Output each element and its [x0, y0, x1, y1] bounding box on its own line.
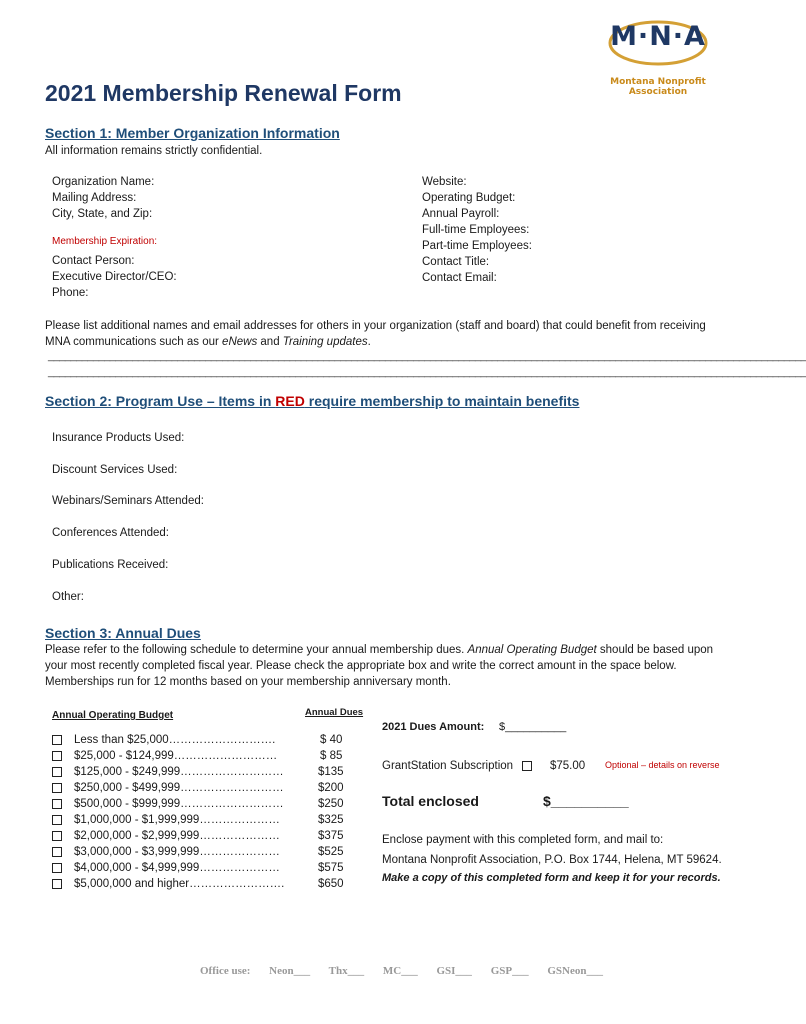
- logo-letters: M·N·A: [610, 21, 706, 52]
- col-budget-header: Annual Operating Budget: [52, 710, 174, 721]
- confidential-note: All information remains strictly confidential.: [45, 145, 263, 157]
- other-label: Other:: [52, 591, 84, 603]
- dues-row: [52, 860, 362, 876]
- dues-amount: $200: [318, 782, 344, 794]
- grantstation-price: $75.00: [550, 760, 586, 772]
- dues-amount: $525: [318, 846, 344, 858]
- blank-line-1[interactable]: _______________________________________________________________________________________________________________________________________: [48, 350, 806, 362]
- office-use-label: Office use:: [200, 965, 251, 977]
- dues-amount: $650: [318, 878, 344, 890]
- office-mc-field: MC___: [382, 965, 418, 977]
- dues-amount-field[interactable]: $__________: [499, 721, 567, 733]
- operating-budget-label: Operating Budget:: [422, 192, 516, 204]
- dues-row: [52, 812, 362, 828]
- dues-amount: $375: [318, 830, 344, 842]
- mailing-address-text: Montana Nonprofit Association, P.O. Box 1744, Helena, MT 59624.: [382, 854, 722, 866]
- para1-italic: Annual Operating Budget: [467, 644, 597, 656]
- section1-heading: Section 1: Member Organization Information: [45, 125, 340, 141]
- checkbox[interactable]: [52, 735, 62, 745]
- budget-range: $5,000,000 and higher…………………….: [74, 878, 285, 890]
- annual-payroll-label: Annual Payroll:: [422, 208, 500, 220]
- office-gsi-field: GSI___: [436, 965, 472, 977]
- section3-instructions: [45, 642, 745, 690]
- dues-row: [52, 876, 362, 892]
- section3-para1: [45, 642, 745, 658]
- section2-heading-b: require membership to maintain benefits: [304, 393, 580, 409]
- additional-text-a: MNA communications such as our: [45, 336, 223, 348]
- section3-para3: Memberships run for 12 months based on your membership anniversary month.: [45, 676, 451, 688]
- dues-amount: $ 85: [320, 750, 343, 762]
- copy-note: Make a copy of this completed form and keep it for your records.: [382, 872, 721, 884]
- budget-range: $250,000 - $499,999………………………: [74, 782, 284, 794]
- office-neon-field: Neon___: [269, 965, 311, 977]
- section2-heading-red: RED: [275, 393, 305, 409]
- checkbox[interactable]: [52, 799, 62, 809]
- checkbox[interactable]: [52, 831, 62, 841]
- dues-row: [52, 732, 362, 748]
- checkbox[interactable]: [52, 879, 62, 889]
- logo-name: Montana Nonprofit Association: [610, 77, 706, 97]
- budget-range: $2,000,000 - $2,999,999…………………: [74, 830, 280, 842]
- additional-text-line2: [45, 334, 735, 350]
- additional-text-line1: Please list additional names and email addresses for others in your organization (staff and board) that could benefit from receiving: [45, 320, 706, 332]
- office-gsp-field: GSP___: [490, 965, 529, 977]
- fulltime-employees-label: Full-time Employees:: [422, 224, 530, 236]
- discount-services-label: Discount Services Used:: [52, 464, 178, 476]
- total-enclosed-field[interactable]: $__________: [543, 793, 629, 809]
- checkbox[interactable]: [52, 783, 62, 793]
- and-text: and: [257, 336, 283, 348]
- section1-left-fields: [52, 174, 154, 222]
- dues-amount: $325: [318, 814, 344, 826]
- budget-range: $25,000 - $124,999………………………: [74, 750, 278, 762]
- budget-range: $125,000 - $249,999………………………: [74, 766, 284, 778]
- publications-label: Publications Received:: [52, 559, 169, 571]
- dues-row: [52, 828, 362, 844]
- section3-heading: Section 3: Annual Dues: [45, 625, 201, 641]
- insurance-products-label: Insurance Products Used:: [52, 432, 185, 444]
- para1-a: Please refer to the following schedule to determine your annual membership dues.: [45, 644, 468, 656]
- dues-amount: $ 40: [320, 734, 343, 746]
- dues-row: [52, 764, 362, 780]
- period-text: .: [367, 336, 371, 348]
- checkbox[interactable]: [52, 767, 62, 777]
- executive-director-label: Executive Director/CEO:: [52, 271, 177, 283]
- col-dues-header: Annual Dues: [305, 707, 364, 718]
- dues-amount: $250: [318, 798, 344, 810]
- mailing-address-label: Mailing Address:: [52, 192, 137, 204]
- office-gsneon-field: GSNeon___: [547, 965, 603, 977]
- dues-amount: $135: [318, 766, 344, 778]
- dues-row: [52, 796, 362, 812]
- org-name-label: Organization Name:: [52, 176, 155, 188]
- section1-left-fields-2: [52, 253, 177, 301]
- section3-para2: your most recently completed fiscal year. Please check the appropriate box and write the correct amount in the space below.: [45, 660, 677, 672]
- conferences-label: Conferences Attended:: [52, 527, 169, 539]
- section2-heading-a: Section 2: Program Use – Items in: [45, 393, 276, 409]
- webinars-label: Webinars/Seminars Attended:: [52, 495, 204, 507]
- city-state-zip-label: City, State, and Zip:: [52, 208, 153, 220]
- parttime-employees-label: Part-time Employees:: [422, 240, 532, 252]
- budget-range: Less than $25,000……………………….: [74, 734, 276, 746]
- membership-expiration-label: Membership Expiration:: [52, 236, 158, 247]
- checkbox[interactable]: [52, 863, 62, 873]
- checkbox[interactable]: [52, 815, 62, 825]
- dues-table: [52, 732, 362, 892]
- section1-right-fields: [422, 174, 532, 286]
- budget-range: $4,000,000 - $4,999,999…………………: [74, 862, 280, 874]
- grantstation-note: Optional – details on reverse: [605, 760, 720, 770]
- total-enclosed-label: Total enclosed: [382, 793, 479, 809]
- page-title: 2021 Membership Renewal Form: [45, 80, 402, 106]
- budget-range: $1,000,000 - $1,999,999…………………: [74, 814, 280, 826]
- phone-label: Phone:: [52, 287, 89, 299]
- grantstation-checkbox[interactable]: [522, 761, 532, 771]
- dues-row: [52, 844, 362, 860]
- blank-line-2[interactable]: _______________________________________________________________________________________________________________________________________: [48, 366, 806, 378]
- budget-range: $500,000 - $999,999………………………: [74, 798, 284, 810]
- budget-range: $3,000,000 - $3,999,999…………………: [74, 846, 280, 858]
- office-use-row: [200, 965, 619, 977]
- contact-title-label: Contact Title:: [422, 256, 490, 268]
- contact-email-label: Contact Email:: [422, 272, 497, 284]
- para1-b: should be based upon: [596, 644, 714, 656]
- enews-text: eNews: [222, 336, 258, 348]
- dues-amount: $575: [318, 862, 344, 874]
- enclose-payment-text: Enclose payment with this completed form, and mail to:: [382, 834, 664, 846]
- additional-contacts-text: [45, 318, 735, 350]
- training-updates-text: Training updates: [282, 336, 368, 348]
- checkbox[interactable]: [52, 751, 62, 761]
- mna-logo: [588, 18, 728, 97]
- dues-row: [52, 780, 362, 796]
- dues-amount-label: 2021 Dues Amount:: [382, 721, 485, 733]
- contact-person-label: Contact Person:: [52, 255, 135, 267]
- section2-heading: [45, 393, 579, 409]
- website-label: Website:: [422, 176, 467, 188]
- office-thx-field: Thx___: [328, 965, 365, 977]
- checkbox[interactable]: [52, 847, 62, 857]
- grantstation-label: GrantStation Subscription: [382, 760, 514, 772]
- dues-row: [52, 748, 362, 764]
